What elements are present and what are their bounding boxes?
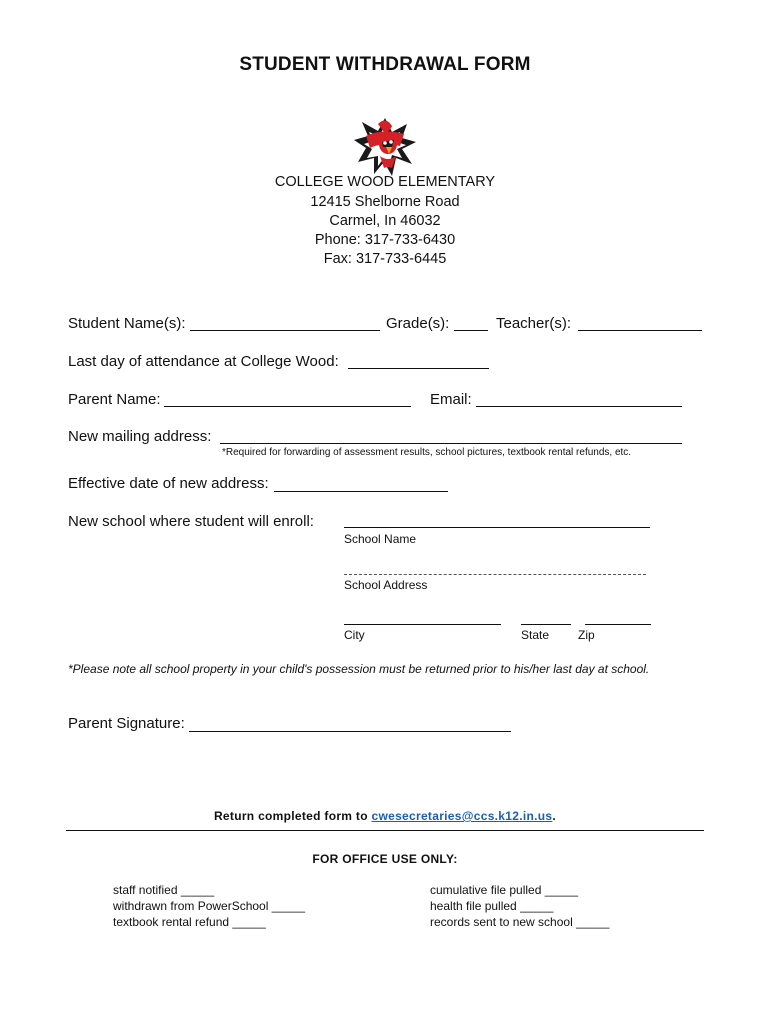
return-text: Return completed form to bbox=[213, 809, 372, 823]
office-item-staff-notified: staff notified _____ bbox=[113, 883, 215, 897]
school-street: 12415 Shelborne Road bbox=[310, 194, 460, 210]
office-item-health-file: health file pulled _____ bbox=[430, 899, 554, 913]
email-line[interactable] bbox=[476, 406, 682, 407]
return-instruction bbox=[0, 809, 770, 823]
student-names-line[interactable] bbox=[190, 330, 380, 331]
grades-label: Grade(s): bbox=[386, 315, 450, 332]
email-label: Email: bbox=[430, 391, 472, 408]
new-school-label: New school where student will enroll: bbox=[68, 513, 314, 530]
office-item-withdrawn-powerschool: withdrawn from PowerSchool _____ bbox=[113, 899, 306, 913]
school-address-line[interactable] bbox=[344, 574, 646, 575]
last-day-label: Last day of attendance at College Wood: bbox=[68, 353, 339, 370]
school-fax: Fax: 317-733-6445 bbox=[323, 251, 447, 267]
parent-signature-label: Parent Signature: bbox=[68, 715, 185, 732]
school-name-line[interactable] bbox=[344, 527, 650, 528]
mailing-address-line[interactable] bbox=[220, 443, 682, 444]
office-item-records-sent: records sent to new school _____ bbox=[430, 915, 610, 929]
parent-signature-line[interactable] bbox=[189, 731, 511, 732]
zip-caption: Zip bbox=[578, 628, 595, 642]
mailing-address-label: New mailing address: bbox=[68, 428, 212, 445]
office-use-heading: FOR OFFICE USE ONLY: bbox=[312, 852, 458, 866]
school-phone: Phone: 317-733-6430 bbox=[314, 232, 456, 248]
school-name-caption: School Name bbox=[344, 532, 417, 546]
property-note: *Please note all school property in your child's possession must be returned prior to his/her last day at school. bbox=[68, 662, 650, 676]
student-names-label: Student Name(s): bbox=[68, 315, 186, 332]
school-city: Carmel, In 46032 bbox=[329, 213, 441, 229]
form-title: STUDENT WITHDRAWAL FORM bbox=[239, 54, 531, 75]
school-address-caption: School Address bbox=[344, 578, 428, 592]
state-line[interactable] bbox=[521, 624, 571, 625]
state-caption: State bbox=[521, 628, 550, 642]
effective-date-line[interactable] bbox=[274, 491, 448, 492]
cardinal-mascot-logo bbox=[352, 116, 418, 178]
effective-date-label: Effective date of new address: bbox=[68, 475, 269, 492]
school-name: COLLEGE WOOD ELEMENTARY bbox=[274, 174, 496, 190]
parent-name-line[interactable] bbox=[164, 406, 411, 407]
last-day-line[interactable] bbox=[348, 368, 489, 369]
mailing-address-note: *Required for forwarding of assessment results, school pictures, textbook rental refunds, etc. bbox=[222, 447, 632, 458]
divider bbox=[66, 830, 704, 831]
return-suffix: . bbox=[552, 809, 557, 823]
teachers-label: Teacher(s): bbox=[496, 315, 572, 332]
city-caption: City bbox=[344, 628, 365, 642]
office-item-cumulative-file: cumulative file pulled _____ bbox=[430, 883, 579, 897]
parent-name-label: Parent Name: bbox=[68, 391, 161, 408]
zip-line[interactable] bbox=[585, 624, 651, 625]
teachers-line[interactable] bbox=[578, 330, 702, 331]
office-item-textbook-refund: textbook rental refund _____ bbox=[113, 915, 266, 929]
return-email-link[interactable]: cwesecretaries@ccs.k12.in.us bbox=[371, 809, 553, 823]
city-line[interactable] bbox=[344, 624, 501, 625]
grades-line[interactable] bbox=[454, 330, 488, 331]
